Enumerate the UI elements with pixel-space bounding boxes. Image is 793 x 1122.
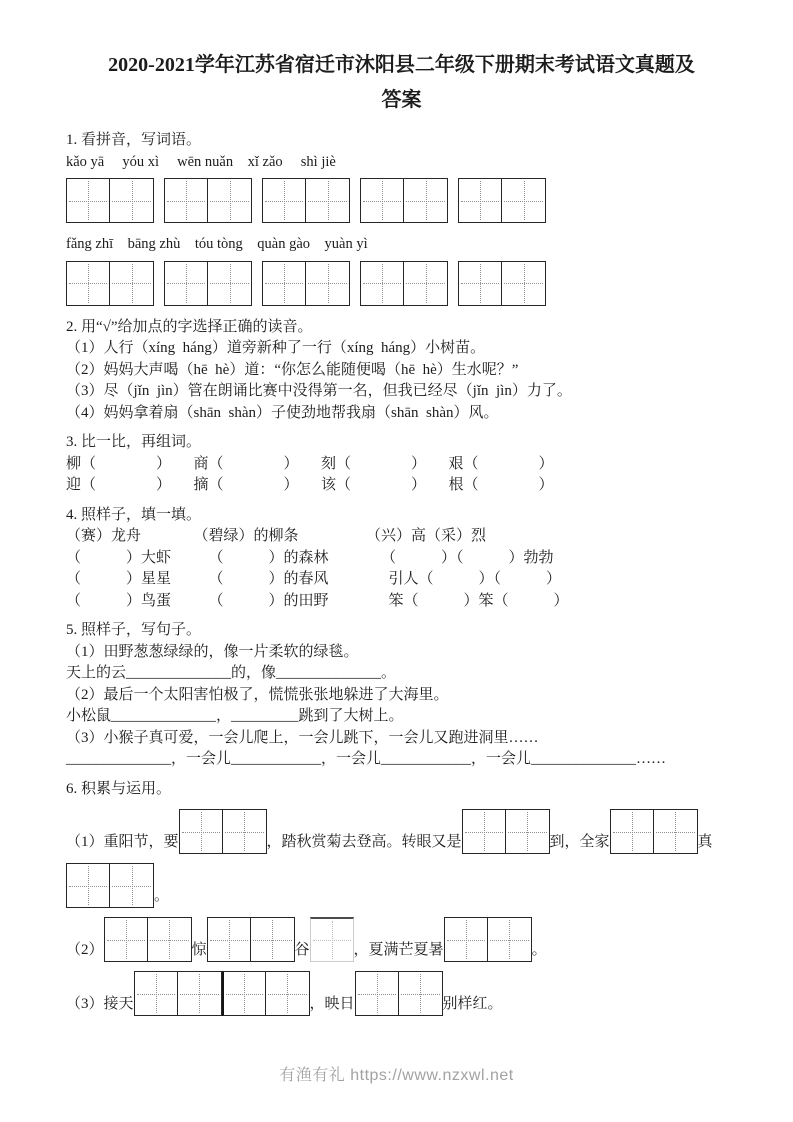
q2-item-1: （1）人行（xíng háng）道旁新种了一行（xíng háng）小树苗。 xyxy=(66,340,486,356)
question-1 xyxy=(66,130,737,306)
grid-cell xyxy=(458,261,502,306)
writing-grid-2 xyxy=(66,863,154,908)
q6-item-1-text-end: 。 xyxy=(154,888,170,904)
q1-pinyin-row-1: kǎo yā yóu xì wēn nuǎn xǐ zǎo shì jiè xyxy=(66,153,336,170)
page-title xyxy=(66,48,737,118)
writing-grid-2 xyxy=(207,917,295,962)
q1-grid-row-2 xyxy=(66,261,737,306)
writing-grid-2 xyxy=(164,261,252,306)
grid-cell xyxy=(458,178,502,223)
q6-item-3-text-mid: ，映日 xyxy=(309,996,355,1012)
footer-text: 有渔有礼 https://www.nzxwl.net xyxy=(279,1067,514,1084)
grid-cell xyxy=(110,863,154,908)
grid-cell xyxy=(355,971,399,1016)
q6-item-1-text-mid-2: 到，全家 xyxy=(549,834,610,850)
grid-cell xyxy=(360,178,404,223)
q4-row-1: （赛）龙舟 （碧绿）的柳条 （兴）高（采）烈 xyxy=(66,528,487,544)
grid-cell xyxy=(262,261,306,306)
q6-item-2-text-2: 谷 xyxy=(294,942,310,958)
q6-item-3-line xyxy=(66,971,737,1016)
writing-grid-2 xyxy=(66,178,154,223)
writing-grid-2 xyxy=(444,917,532,962)
title-line-1: 2020-2021学年江苏省宿迁市沐阳县二年级下册期末考试语文真题及 xyxy=(108,54,695,76)
q6-item-2-line xyxy=(66,917,737,962)
q6-item-3-text-tail: 别样红。 xyxy=(442,996,503,1012)
q4-heading: 4. 照样子，填一填。 xyxy=(66,506,202,523)
q4-row-3: （ ）星星 （ ）的春风 引人（ ）（ ） xyxy=(66,571,562,587)
grid-cell xyxy=(222,971,266,1016)
grid-cell xyxy=(444,917,488,962)
grid-cell xyxy=(148,917,192,962)
q5-line-3: （3）小猴子真可爱，一会儿爬上，一会儿跳下，一会儿又跑进洞里…… xyxy=(66,729,539,746)
q5-line-1: （1）田野葱葱绿绿的，像一片柔软的绿毯。 xyxy=(66,643,359,660)
writing-grid-2 xyxy=(179,809,267,854)
writing-grid-2 xyxy=(355,971,443,1016)
q5-blank-line-2: 小松鼠______________，_________跳到了大树上。 xyxy=(66,708,404,724)
q5-line-2: （2）最后一个太阳害怕极了，慌慌张张地躲进了大海里。 xyxy=(66,686,449,703)
grid-cell xyxy=(134,971,178,1016)
question-6 xyxy=(66,779,737,1017)
q5-heading: 5. 照样子，写句子。 xyxy=(66,622,202,638)
q5-blank-line-1: 天上的云______________的，像______________。 xyxy=(66,665,397,681)
grid-cell xyxy=(360,261,404,306)
q1-pinyin-row-2: fǎng zhī bāng zhù tóu tòng quàn gào yuàn yì xyxy=(66,236,368,252)
writing-grid-2 xyxy=(458,178,546,223)
writing-grid-2 xyxy=(360,178,448,223)
q5-blank-line-3: ______________，一会儿____________，一会儿____________，一会儿______________…… xyxy=(66,751,667,767)
writing-grid-2 xyxy=(104,917,192,962)
grid-cell xyxy=(462,809,506,854)
q2-item-4: （4）妈妈拿着扇（shān shàn）子使劲地帮我扇（shān shàn）风。 xyxy=(66,404,499,421)
writing-grid-2 xyxy=(458,261,546,306)
writing-grid-2 xyxy=(462,809,550,854)
question-3 xyxy=(66,432,737,497)
q4-row-4: （ ）鸟蛋 （ ）的田野 笨（ ）笨（ ） xyxy=(66,592,569,609)
grid-cell xyxy=(404,178,448,223)
writing-grid-2 xyxy=(610,809,698,854)
title-line-2: 答案 xyxy=(381,89,422,111)
writing-grid-2 xyxy=(262,261,350,306)
grid-cell xyxy=(164,178,208,223)
grid-cell xyxy=(110,261,154,306)
grid-cell xyxy=(404,261,448,306)
grid-cell xyxy=(207,917,251,962)
grid-cell xyxy=(66,178,110,223)
q6-item-2-text-pre: （2） xyxy=(66,942,104,958)
grid-cell xyxy=(66,261,110,306)
grid-cell xyxy=(208,178,252,223)
writing-grid-2 xyxy=(262,178,350,223)
q6-item-1-text-pre: （1）重阳节，要 xyxy=(66,834,179,850)
q6-item-1-text-mid-1: ，踏秋赏菊去登高。转眼又是 xyxy=(266,834,462,850)
grid-cell xyxy=(66,863,110,908)
writing-grid-2 xyxy=(164,178,252,223)
q4-row-2: （ ）大虾 （ ）的森林 （ ）（ ）勃勃 xyxy=(66,549,554,566)
grid-cell xyxy=(502,178,546,223)
q6-item-1-text-tail: 真 xyxy=(697,834,713,850)
q6-item-3-text-pre: （3）接天 xyxy=(66,996,134,1012)
footer xyxy=(0,1062,793,1085)
grid-cell xyxy=(266,971,310,1016)
writing-grid-2 xyxy=(66,261,154,306)
q6-heading: 6. 积累与运用。 xyxy=(66,780,172,797)
q6-item-2-text-1: 惊 xyxy=(191,942,207,958)
grid-cell xyxy=(610,809,654,854)
grid-cell xyxy=(164,261,208,306)
grid-cell xyxy=(251,917,295,962)
q3-row-1: 柳（ ） 商（ ） 刻（ ） 艰（ ） xyxy=(66,455,554,472)
q3-heading: 3. 比一比，再组词。 xyxy=(66,434,202,450)
q6-item-1-line-2 xyxy=(66,863,737,908)
q2-heading: 2. 用“√”给加点的字选择正确的读音。 xyxy=(66,318,313,335)
writing-grid-4 xyxy=(134,971,310,1016)
grid-cell xyxy=(104,917,148,962)
q6-item-2-text-3: ，夏满芒夏暑 xyxy=(353,942,444,958)
writing-grid-1-faint xyxy=(310,917,354,962)
grid-cell xyxy=(208,261,252,306)
grid-cell xyxy=(506,809,550,854)
grid-cell xyxy=(310,917,354,962)
grid-cell xyxy=(262,178,306,223)
grid-cell xyxy=(306,261,350,306)
question-5 xyxy=(66,620,737,771)
question-4 xyxy=(66,505,737,613)
grid-cell xyxy=(223,809,267,854)
writing-grid-2 xyxy=(360,261,448,306)
grid-cell xyxy=(399,971,443,1016)
grid-cell xyxy=(502,261,546,306)
q6-item-1-line-1 xyxy=(66,809,737,854)
grid-cell xyxy=(654,809,698,854)
question-2 xyxy=(66,317,737,425)
q2-item-3: （3）尽（jǐn jìn）管在朗诵比赛中没得第一名，但我已经尽（jǐn jìn）力了。 xyxy=(66,383,572,399)
q1-heading: 1. 看拼音，写词语。 xyxy=(66,132,202,148)
grid-cell xyxy=(179,809,223,854)
grid-cell xyxy=(110,178,154,223)
q2-item-2: （2）妈妈大声喝（hē hè）道：“你怎么能随便喝（hē hè）生水呢？” xyxy=(66,361,519,378)
grid-cell xyxy=(306,178,350,223)
q1-grid-row-1 xyxy=(66,178,737,223)
grid-cell xyxy=(488,917,532,962)
grid-cell xyxy=(178,971,222,1016)
q3-row-2: 迎（ ） 摘（ ） 该（ ） 根（ ） xyxy=(66,477,554,493)
q6-item-2-text-end: 。 xyxy=(531,942,547,958)
